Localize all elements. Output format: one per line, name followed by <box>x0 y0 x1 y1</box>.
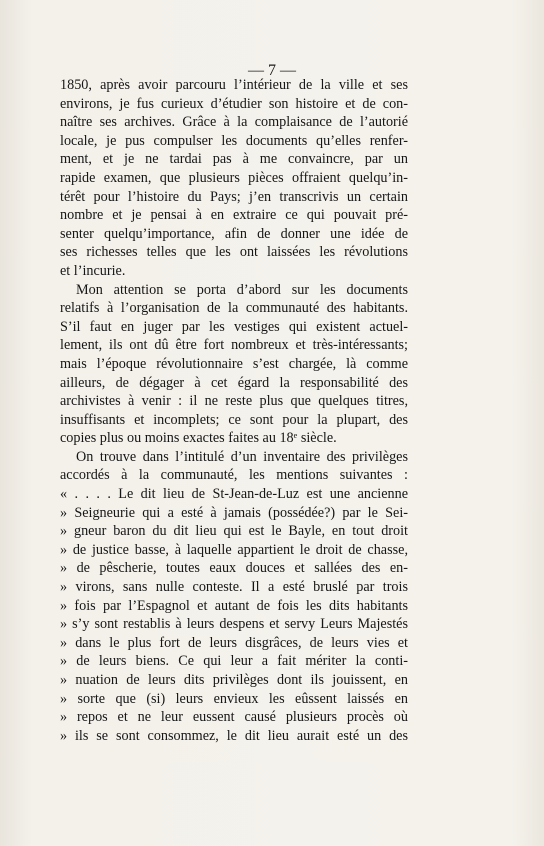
text-line: » nuation de leurs dits privilèges dont ils jouissent, en <box>60 672 408 688</box>
text-line: nombre et je pensai à en extraire ce qui pouvait pré- <box>60 207 408 224</box>
text-line: » de justice basse, à laquelle appartient le droit de chasse, <box>60 541 408 558</box>
text-line: locale, je pus compulser les documents qu’elles renfer- <box>60 132 408 149</box>
text-line: rapide examen, que plusieurs pièces offraient quelqu’in- <box>60 169 408 186</box>
text-line: » ils se sont consommez, le dit lieu aurait esté un des <box>60 727 408 744</box>
text-line: naître ses archives. Grâce à la complaisance de l’autorié <box>60 114 408 131</box>
text-line: « . . . . Le dit lieu de St-Jean-de-Luz est une ancienne <box>60 486 408 503</box>
text-line: » de leurs biens. Ce qui leur a fait mériter la conti- <box>60 653 408 670</box>
text-line: » dans le plus fort de leurs disgrâces, de leurs vies et <box>60 634 408 651</box>
text-line: accordés à la communauté, les mentions suivantes : <box>60 467 408 484</box>
text-line: » repos et ne leur eussent causé plusieurs procès où <box>60 709 408 726</box>
text-line: térêt pour l’histoire du Pays; j’en transcrivis un certain <box>60 188 408 205</box>
text-line: ses richesses telles que les ont laissées les révolutions <box>60 244 408 261</box>
text-line: » de pêscherie, toutes eaux douces et sallées des en- <box>60 560 408 577</box>
text-line: et l’incurie. <box>60 262 126 279</box>
text-line: On trouve dans l’intitulé d’un inventaire des privilèges <box>76 448 408 465</box>
text-line: environs, je fus curieux d’étudier son histoire et de con- <box>60 95 408 112</box>
text-line: mais l’époque révolutionnaire s’est chargée, là comme <box>60 355 408 372</box>
text-line: insuffisants et incomplets; ce sont pour la plupart, des <box>60 411 408 428</box>
text-line: S’il faut en juger par les vestiges qui existent actuel- <box>60 318 408 335</box>
text-line: ment, et je ne tardai pas à me convaincre, par un <box>60 151 408 168</box>
text-line: » sorte que (si) leurs envieux les eûssent laissés en <box>60 690 408 707</box>
page-number: — 7 — <box>248 62 296 79</box>
text-line: » gneur baron du dit lieu qui est le Bayle, en tout droit <box>60 523 408 540</box>
text-line: archivistes à venir : il ne reste plus que quelques titres, <box>60 393 408 410</box>
text-line: ailleurs, de dégager à cet égard la responsabilité des <box>60 374 408 391</box>
text-line: » Seigneurie qui a esté à jamais (possédée?) par le Sei- <box>60 504 408 521</box>
text-line: » virons, sans nulle conteste. Il a esté bruslé par trois <box>60 579 408 596</box>
text-line: 1850, après avoir parcouru l’intérieur de la ville et ses <box>60 77 408 93</box>
text-line: senter quelqu’importance, afin de donner une idée de <box>60 225 408 242</box>
body-text <box>60 76 408 745</box>
text-line: lement, ils ont dû être fort nombreux et très-intéressants; <box>60 337 408 354</box>
text-line: Mon attention se porta d’abord sur les documents <box>76 281 408 298</box>
text-line: » fois par l’Espagnol et autant de fois les dits habitants <box>60 597 408 614</box>
text-line: » s’y sont restablis à leurs despens et servy Leurs Majestés <box>60 616 408 633</box>
text-line: relatifs à l’organisation de la communauté des habitants. <box>60 300 408 317</box>
text-line: copies plus ou moins exactes faites au 18ᵉ siècle. <box>60 430 337 447</box>
